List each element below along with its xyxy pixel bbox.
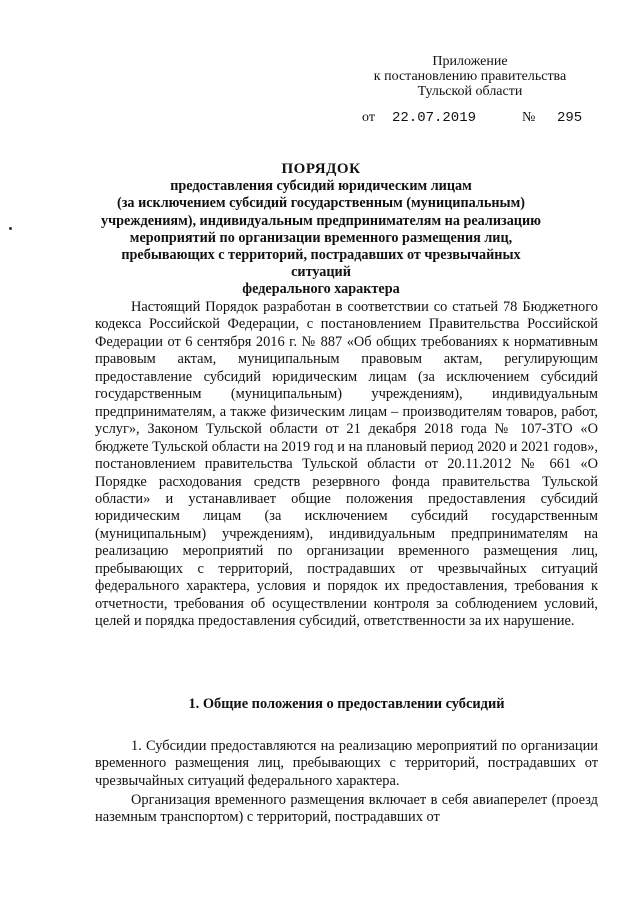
document-number: 295	[557, 110, 583, 126]
document-date: 22.07.2019	[392, 110, 477, 126]
appendix-header	[355, 54, 585, 99]
title-line-1: предоставления субсидий юридическим лицам	[170, 178, 472, 195]
appendix-line-2: к постановлению правительства	[373, 69, 567, 84]
number-label: №	[522, 110, 536, 125]
scan-speck	[9, 227, 12, 230]
section-1-paragraph-1: 1. Субсидии предоставляются на реализацию мероприятий по организации временного размещения лиц, пребывающих с территорий, пострадавших от чрезвычайных ситуаций федерального характера.	[95, 738, 598, 789]
title-line-4: мероприятий по организации временного размещения лиц,	[129, 229, 513, 246]
intro-paragraph: Настоящий Порядок разработан в соответствии со статьей 78 Бюджетного кодекса Российской Федерации, с постановлением Правительства Российской Федерации от 6 сентября 2016 г. № 887 «Об общих требованиях к нормативным правовым актам, муниципальным правовым актам, регулирующим предоставление субсидий юридическим лицам (за исключением субсидий государственным (муниципальным) учреждениям), индивидуальным предпринимателям, а также физическим лицам – производителям товаров, работ, услуг», Законом Тульской области от 21 декабря 2018 года № 107-ЗТО «О бюджете Тульской области на 2019 год и на плановый период 2020 и 2021 годов», постановлением правительства Тульской области от 20.11.2012 № 661 «О Порядке расходования средств резервного фонда правительства Тульской области» и устанавливает общие положения предоставления субсидий юридическим лицам (за исключением субсидий государственным (муниципальным) учреждениям), индивидуальным предпринимателям на реализацию мероприятий по организации временного размещения лиц, пребывающих с территорий, пострадавших от чрезвычайных ситуаций федерального характера, условия и порядок их предоставления, требования к отчетности, требования об осуществлении контроля за соблюдением условий, целей и порядка предоставления субсидий, ответственности за их нарушение.	[95, 299, 598, 630]
appendix-line-1: Приложение	[432, 54, 508, 69]
title-line-3: учреждениям), индивидуальным предпринимателям на реализацию	[101, 212, 541, 229]
title-main: ПОРЯДОК	[281, 161, 361, 177]
title-line-5: пребывающих с территорий, пострадавших от чрезвычайных ситуаций	[121, 247, 521, 281]
title-line-2: (за исключением субсидий государственным (муниципальным)	[117, 195, 525, 212]
appendix-line-3: Тульской области	[417, 84, 523, 99]
section-1-heading: 1. Общие положения о предоставлении субсидий	[188, 696, 505, 712]
from-label: от	[362, 110, 375, 125]
title-line-6: федерального характера	[242, 281, 400, 298]
section-1-paragraph-2: Организация временного размещения включает в себя авиаперелет (проезд наземным транспортом) с территорий, пострадавших от	[95, 792, 598, 826]
document-title	[95, 161, 547, 299]
